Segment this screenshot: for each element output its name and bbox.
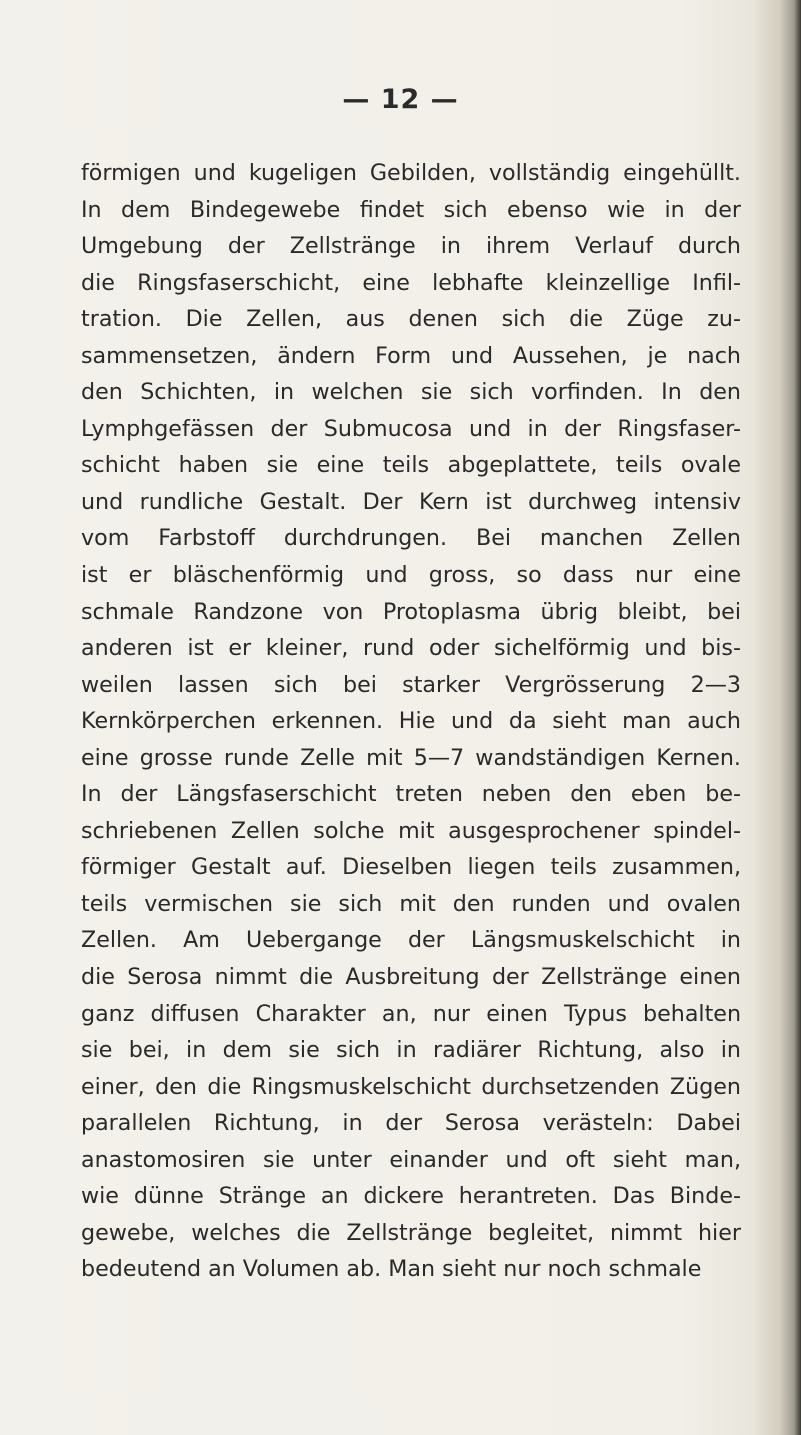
text-line: tration. Die Zellen, aus denen sich die Züge zu-: [81, 306, 741, 333]
text-line: parallelen Richtung, in der Serosa verästeln: Dabei: [81, 1110, 741, 1137]
body-text: [81, 155, 741, 1288]
page-edge-shadow: [753, 0, 801, 1435]
text-line: weilen lassen sich bei starker Vergrösserung 2—3: [81, 671, 741, 698]
text-line: ist er bläschenförmig und gross, so dass nur eine: [81, 562, 741, 589]
page-number: — 12 —: [342, 84, 459, 115]
text-line: eine grosse runde Zelle mit 5—7 wandständigen Kernen.: [81, 744, 741, 771]
text-line: bedeutend an Volumen ab. Man sieht nur noch schmale: [81, 1256, 702, 1283]
text-line: schicht haben sie eine teils abgeplattete, teils ovale: [81, 452, 741, 479]
text-line: förmiger Gestalt auf. Dieselben liegen teils zusammen,: [81, 854, 741, 881]
text-line: förmigen und kugeligen Gebilden, vollständig eingehüllt.: [81, 160, 741, 186]
text-line: anderen ist er kleiner, rund oder sichelförmig und bis-: [81, 635, 741, 662]
text-line: anastomosiren sie unter einander und oft sieht man,: [81, 1146, 741, 1173]
text-line: Umgebung der Zellstränge in ihrem Verlauf durch: [81, 233, 741, 260]
text-line: schriebenen Zellen solche mit ausgesprochener spindel-: [81, 817, 741, 844]
text-line: Lymphgefässen der Submucosa und in der Ringsfaser-: [81, 415, 741, 442]
text-line: teils vermischen sie sich mit den runden und ovalen: [81, 890, 741, 917]
text-line: die Serosa nimmt die Ausbreitung der Zellstränge einen: [81, 964, 741, 991]
text-line: Zellen. Am Uebergange der Längsmuskelschicht in: [81, 927, 741, 954]
text-line: die Ringsfaserschicht, eine lebhafte kleinzellige Infil-: [81, 269, 741, 296]
text-line: und rundliche Gestalt. Der Kern ist durchweg intensiv: [81, 488, 741, 515]
text-line: In der Längsfaserschicht treten neben den eben be-: [81, 781, 741, 808]
text-line: schmale Randzone von Protoplasma übrig bleibt, bei: [81, 598, 741, 625]
text-line: In dem Bindegewebe findet sich ebenso wie in der: [81, 196, 741, 223]
text-line: Kernkörperchen erkennen. Hie und da sieht man auch: [81, 708, 741, 735]
text-line: wie dünne Stränge an dickere herantreten. Das Binde-: [81, 1183, 741, 1210]
text-line: vom Farbstoff durchdrungen. Bei manchen Zellen: [81, 525, 741, 552]
text-line: ganz diffusen Charakter an, nur einen Typus behalten: [81, 1000, 741, 1027]
text-line: gewebe, welches die Zellstränge begleitet, nimmt hier: [81, 1219, 741, 1246]
text-line: sammensetzen, ändern Form und Aussehen, je nach: [81, 342, 741, 369]
text-line: sie bei, in dem sie sich in radiärer Richtung, also in: [81, 1037, 741, 1064]
text-line: einer, den die Ringsmuskelschicht durchsetzenden Zügen: [81, 1073, 741, 1100]
text-line: den Schichten, in welchen sie sich vorfinden. In den: [81, 379, 741, 406]
